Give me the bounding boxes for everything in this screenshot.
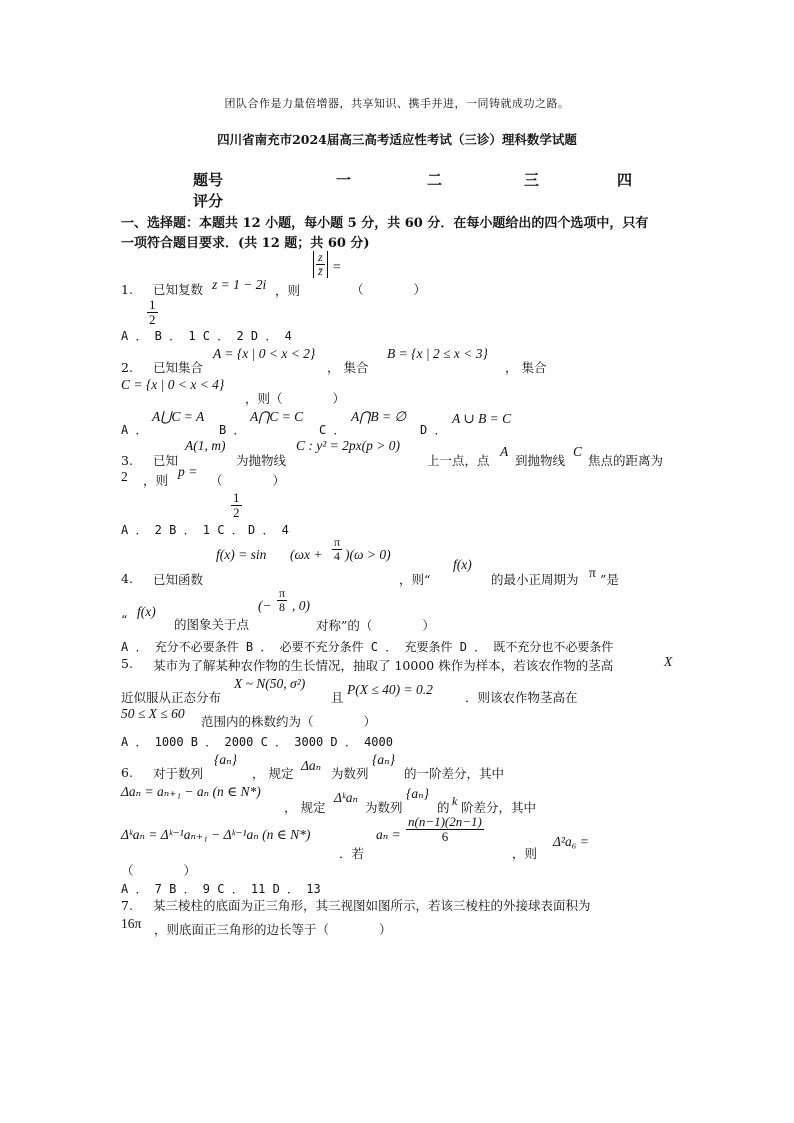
q6-an-fraction xyxy=(406,815,484,845)
q4-mid3: ”是 xyxy=(600,572,619,587)
q4-pi-num: π xyxy=(334,535,341,549)
q3-mid4: 焦点的距离为 xyxy=(588,453,664,468)
q1-half-fraction xyxy=(147,298,158,328)
q3-point-a: A xyxy=(500,444,509,459)
q2-number: 2. xyxy=(121,360,133,375)
q3-curve: C : y² = 2px(p > 0) xyxy=(296,438,400,453)
q4-fx2: f(x) xyxy=(137,604,156,619)
q6-seq3: {aₙ} xyxy=(406,786,430,801)
q2-set-b: B = {x | 2 ≤ x < 3} xyxy=(387,346,488,361)
score-col-1: 一 xyxy=(336,171,352,189)
q6-def1: Δaₙ = aₙ₊₁ − aₙ (n ∈ N*) xyxy=(121,784,261,799)
q6-delta: Δaₙ xyxy=(301,758,322,773)
q5-line1: 某市为了解某种农作物的生长情况，抽取了 10000 株作为样本，若该农作物的茎高 xyxy=(153,658,614,673)
q6-number: 6. xyxy=(121,765,133,780)
q6-deltak: Δᵏaₙ xyxy=(334,790,358,805)
q2-opt-d: A ∪ B = C xyxy=(452,411,512,426)
q6-frac-den: 6 xyxy=(441,829,449,845)
q3-mid3: 到抛物线 xyxy=(515,453,566,468)
q1-prefix: 已知复数 xyxy=(153,282,204,297)
q4-line2-b: 对称”的（ ） xyxy=(316,618,435,633)
score-col-3: 三 xyxy=(524,171,540,189)
q4-func-left: f(x) = sin xyxy=(216,547,267,562)
q6-k: k xyxy=(452,794,458,808)
q5-probability: P(X ≤ 40) = 0.2 xyxy=(347,682,433,697)
q6-mid9: ，则 xyxy=(512,846,538,861)
q1-options: A ． B ． 1 C ． 2 D ． 4 xyxy=(121,329,292,343)
score-col-4: 四 xyxy=(617,171,633,189)
q1-frac-den: 2 xyxy=(149,312,156,328)
q2-opt-a-label: A ． xyxy=(121,423,148,437)
q3-two: 2 xyxy=(121,469,128,484)
q6-mid6: 的 xyxy=(437,800,450,815)
q6-frac-num: n(n−1)(2n−1) xyxy=(408,814,482,829)
q1-equals: = xyxy=(333,259,341,274)
q4-func-arg-b: )(ω > 0) xyxy=(345,547,391,562)
q5-options: A ． 1000 B ． 2000 C ． 3000 D ． 4000 xyxy=(121,735,393,749)
q2-opt-c-label: C ． xyxy=(319,423,346,437)
q1-frac-num: 1 xyxy=(149,297,156,312)
q4-mid2: 的最小正周期为 xyxy=(491,572,579,587)
score-row-label: 题号 xyxy=(193,171,224,189)
q6-options: A ． 7 B ． 9 C ． 11 D ． 13 xyxy=(121,882,321,896)
q3-p: p = xyxy=(178,464,198,479)
q5-line2-b: 且 xyxy=(331,690,344,705)
q2-opt-d-label: D ． xyxy=(420,423,447,437)
q4-line2-quote: “ xyxy=(121,612,128,627)
motto-text: 团队合作是力量倍增器，共享知识、携手并进，一同铸就成功之路。 xyxy=(224,97,570,110)
q6-def2: Δᵏaₙ = Δᵏ⁻¹aₙ₊₁ − Δᵏ⁻¹aₙ (n ∈ N*) xyxy=(121,827,311,842)
q4-options: A ． 充分不必要条件 B ． 必要不充分条件 C ． 充要条件 D ． 既不充分也不必要条件 xyxy=(121,640,614,654)
q6-seq: {aₙ} xyxy=(214,752,238,767)
q4-pi-quarter xyxy=(332,536,342,563)
q5-distribution: X ~ N(50, σ²) xyxy=(234,676,306,691)
q4-fx: f(x) xyxy=(453,557,472,572)
q6-an-eq: aₙ = xyxy=(376,827,401,842)
q6-target: Δ²a₆ = xyxy=(553,834,589,849)
q4-pi: π xyxy=(589,565,596,580)
score-col-2: 二 xyxy=(427,171,443,189)
q3-frac-den: 2 xyxy=(233,505,240,521)
q5-line2-c: ．则该农作物茎高在 xyxy=(465,690,578,705)
q1-mid: ，则 xyxy=(275,283,301,298)
q3-mid2: 上一点，点 xyxy=(427,453,490,468)
q6-mid3: 的一阶差分，其中 xyxy=(404,766,505,781)
q7-line1: 某三棱柱的底面为正三角形，其三视图如图所示，若该三棱柱的外接球表面积为 xyxy=(153,898,591,913)
q4-pi-eighth xyxy=(277,587,287,614)
q6-mid5: 为数列 xyxy=(365,800,403,815)
q4-number: 4. xyxy=(121,571,133,586)
q5-line3: 范围内的株数约为（ ） xyxy=(201,714,377,729)
q4-point-b: , 0) xyxy=(292,598,310,613)
q2-prefix: 已知集合 xyxy=(153,360,204,375)
q3-number: 3. xyxy=(121,453,133,468)
q6-mid1: ， 规定 xyxy=(252,766,294,781)
q2-opt-b: A⋂C = C xyxy=(250,409,304,424)
q1-abs-fraction xyxy=(313,251,328,278)
q2-opt-b-label: B ． xyxy=(219,423,246,437)
q5-x: X xyxy=(664,654,673,669)
q5-number: 5. xyxy=(121,656,133,671)
section-instructions-line2: 一项符合题目要求．(共 12 题；共 60 分) xyxy=(121,236,370,251)
q4-pi-den: 4 xyxy=(334,549,341,564)
q2-opt-a: A⋃C = A xyxy=(152,409,205,424)
q3-curve-c: C xyxy=(573,444,583,459)
q1-paren: （ ） xyxy=(351,282,427,297)
q2-set-a: A = {x | 0 < x < 2} xyxy=(213,346,316,361)
q6-seq2: {aₙ} xyxy=(372,752,396,767)
q3-point: A(1, m) xyxy=(185,438,226,453)
q5-line2-a: 近似服从正态分布 xyxy=(121,690,222,705)
q3-options-post: D ． 4 xyxy=(248,523,289,537)
q1-number: 1. xyxy=(121,282,133,297)
q6-mid7: 阶差分，其中 xyxy=(461,800,537,815)
q7-line2: ，则底面正三角形的边长等于（ ） xyxy=(154,922,392,937)
q7-area: 16π xyxy=(121,916,142,931)
q4-point-a: (− xyxy=(258,598,272,613)
q5-range: 50 ≤ X ≤ 60 xyxy=(121,706,185,721)
q4-pt-den: 8 xyxy=(279,600,286,615)
q2-mid1: ， 集合 xyxy=(327,360,369,375)
q4-mid1: ，则“ xyxy=(399,572,431,587)
q2-opt-c: A⋂B = ∅ xyxy=(351,409,407,424)
q3-mid1: 为抛物线 xyxy=(236,453,287,468)
q6-paren: （ ） xyxy=(121,863,197,878)
q4-line2-a: 的图象关于点 xyxy=(174,617,250,632)
q3-paren: （ ） xyxy=(210,473,286,488)
q7-number: 7. xyxy=(121,898,133,913)
q3-half-fraction xyxy=(231,491,242,521)
q3-prefix: 已知 xyxy=(153,453,179,468)
q1-abs-den: z̄ xyxy=(318,264,323,279)
score-label: 评分 xyxy=(193,192,224,210)
q6-mid4: ， 规定 xyxy=(284,800,326,815)
q3-frac-num: 1 xyxy=(233,490,240,505)
q2-ask: ，则（ ） xyxy=(245,391,346,406)
q2-set-c: C = {x | 0 < x < 4} xyxy=(121,377,225,392)
q6-mid8: ．若 xyxy=(339,846,365,861)
q4-func-arg-a: (ωx + xyxy=(290,547,323,562)
q1-abs-num: z xyxy=(318,250,323,264)
q4-pt-num: π xyxy=(279,586,286,600)
q6-prefix: 对于数列 xyxy=(153,766,204,781)
q3-options-pre: A ． 2 B ． 1 C ． xyxy=(121,523,244,537)
q2-mid2: ， 集合 xyxy=(505,360,547,375)
exam-title: 四川省南充市2024届高三高考适应性考试（三诊）理科数学试题 xyxy=(217,132,577,147)
q6-mid2: 为数列 xyxy=(331,766,369,781)
q1-complex: z = 1 − 2i xyxy=(212,277,267,292)
section-instructions-line1: 一、选择题：本题共 12 小题，每小题 5 分，共 60 分．在每小题给出的四个选项中，只有 xyxy=(121,216,649,231)
q3-mid5: ，则 xyxy=(143,473,169,488)
q4-prefix: 已知函数 xyxy=(153,572,204,587)
